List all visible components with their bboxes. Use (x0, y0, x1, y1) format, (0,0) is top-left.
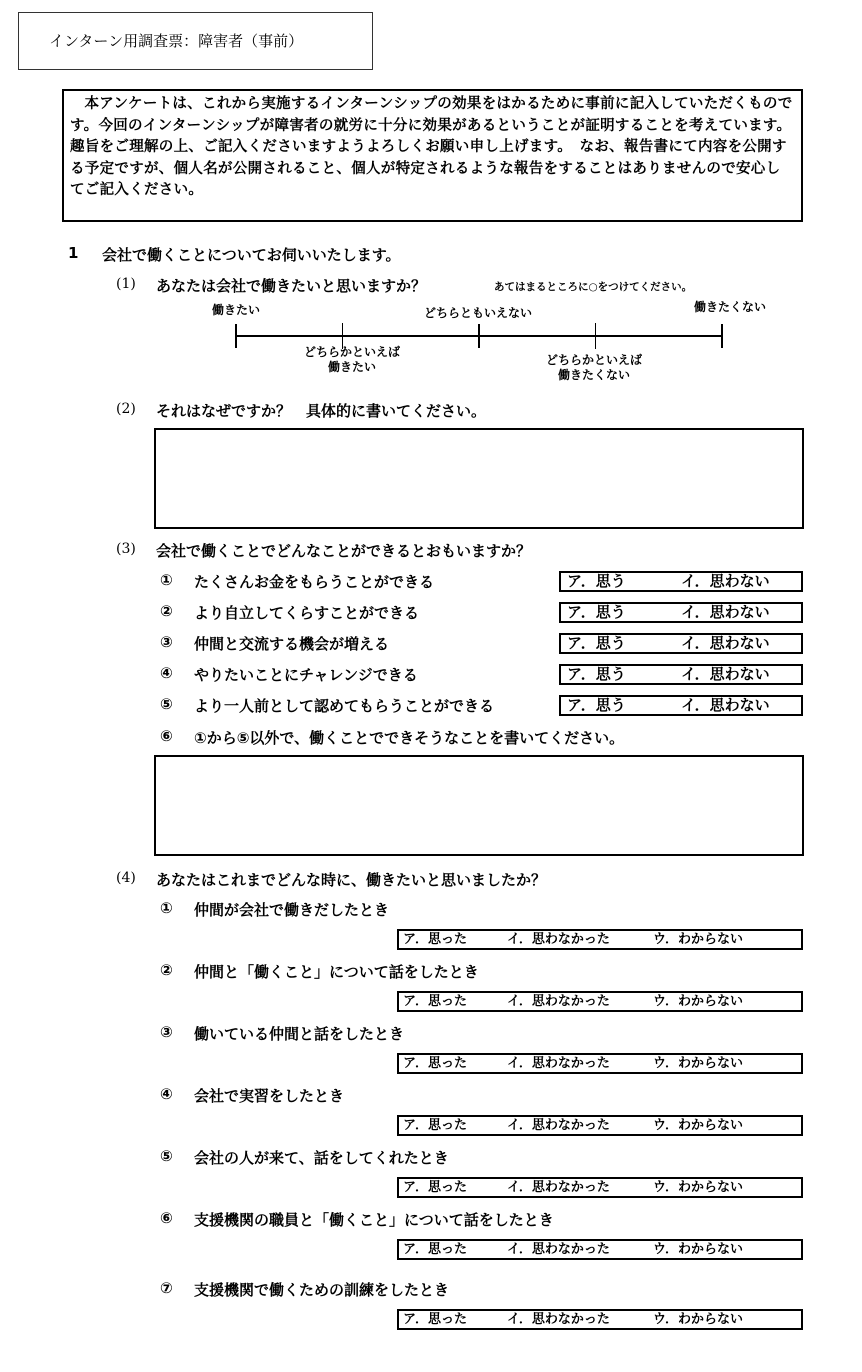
q3-item6-answer-box[interactable] (154, 755, 804, 856)
q4-item-number: ⑦ (160, 1279, 173, 1297)
option-agree[interactable]: ア．思う (567, 634, 626, 652)
option-did-not-think[interactable]: イ．思わなかった (507, 1118, 610, 1133)
q3-item-number: ② (160, 602, 173, 620)
option-agree[interactable]: ア．思う (567, 572, 626, 590)
q3-item-number: ① (160, 571, 173, 589)
option-did-not-think[interactable]: イ．思わなかった (507, 1056, 610, 1071)
scale-label-right: 働きたくない (693, 300, 766, 314)
q4-answer-options[interactable] (397, 1053, 803, 1074)
q2-text: それはなぜですか？ 具体的に書いてください。 (156, 402, 487, 420)
q3-text: 会社で働くことでどんなことができるとおもいますか？ (156, 542, 532, 560)
section-title: 会社で働くことについてお伺いいたします。 (102, 246, 401, 264)
option-thought[interactable]: ア．思った (403, 1242, 467, 1257)
option-did-not-think[interactable]: イ．思わなかった (507, 932, 610, 947)
option-did-not-think[interactable]: イ．思わなかった (507, 1312, 610, 1327)
option-disagree[interactable]: イ．思わない (681, 572, 770, 590)
q4-item-number: ⑤ (160, 1147, 173, 1165)
q4-item-number: ⑥ (160, 1209, 173, 1227)
q4-item-number: ④ (160, 1085, 173, 1103)
q1-note: あてはまるところに○をつけてください。 (494, 281, 693, 293)
q4-answer-options[interactable] (397, 1309, 803, 1330)
option-did-not-think[interactable]: イ．思わなかった (507, 1180, 610, 1195)
option-dont-know[interactable]: ウ．わからない (653, 1312, 743, 1327)
q4-item-text: 仲間と「働くこと」について話をしたとき (194, 963, 479, 981)
q3-item-number: ⑤ (160, 695, 173, 713)
option-agree[interactable]: ア．思う (567, 665, 626, 683)
q3-item-text: たくさんお金をもらうことができる (194, 573, 435, 591)
option-dont-know[interactable]: ウ．わからない (653, 994, 743, 1009)
q4-answer-options[interactable] (397, 929, 803, 950)
scale-tick-mid-right (595, 323, 596, 349)
q3-answer-options[interactable] (559, 633, 803, 654)
q3-item-text: 仲間と交流する機会が増える (194, 635, 390, 653)
q2-answer-box[interactable] (154, 428, 804, 529)
q4-item-text: 働いている仲間と話をしたとき (194, 1025, 405, 1043)
q4-answer-options[interactable] (397, 991, 803, 1012)
option-thought[interactable]: ア．思った (403, 1056, 467, 1071)
scale-label-center: どちらともいえない (423, 306, 532, 320)
q4-item-number: ① (160, 899, 173, 917)
q3-item6-text: ①から⑤以外で、働くことでできそうなことを書いてください。 (194, 729, 625, 747)
scale-label-mid-right: どちらかといえば 働きたくない (545, 353, 642, 382)
q4-answer-options[interactable] (397, 1115, 803, 1136)
option-dont-know[interactable]: ウ．わからない (653, 1180, 743, 1195)
q4-number: (4) (116, 870, 136, 886)
q3-item-number: ④ (160, 664, 173, 682)
q4-item-text: 支援機関で働くための訓練をしたとき (194, 1281, 450, 1299)
option-dont-know[interactable]: ウ．わからない (653, 1242, 743, 1257)
option-disagree[interactable]: イ．思わない (681, 665, 770, 683)
scale-label-mid-left: どちらかといえば 働きたい (303, 345, 400, 374)
q4-item-number: ② (160, 961, 173, 979)
option-did-not-think[interactable]: イ．思わなかった (507, 1242, 610, 1257)
q4-answer-options[interactable] (397, 1239, 803, 1260)
q4-item-text: 会社で実習をしたとき (194, 1087, 345, 1105)
q1-text: あなたは会社で働きたいと思いますか？ (156, 277, 427, 295)
q1-number: (1) (116, 276, 136, 292)
option-dont-know[interactable]: ウ．わからない (653, 1118, 743, 1133)
q4-answer-options[interactable] (397, 1177, 803, 1198)
scale-tick-left (235, 324, 237, 348)
scale-label-left: 働きたい (211, 303, 260, 317)
q4-item-number: ③ (160, 1023, 173, 1041)
q2-number: (2) (116, 401, 136, 417)
option-thought[interactable]: ア．思った (403, 1118, 467, 1133)
q3-answer-options[interactable] (559, 602, 803, 623)
q3-answer-options[interactable] (559, 695, 803, 716)
q3-answer-options[interactable] (559, 571, 803, 592)
q4-text: あなたはこれまでどんな時に、働きたいと思いましたか？ (156, 871, 547, 889)
q4-item-text: 仲間が会社で働きだしたとき (194, 901, 390, 919)
option-thought[interactable]: ア．思った (403, 932, 467, 947)
option-agree[interactable]: ア．思う (567, 603, 626, 621)
option-disagree[interactable]: イ．思わない (681, 696, 770, 714)
q3-item-text: より一人前として認めてもらうことができる (194, 697, 495, 715)
option-disagree[interactable]: イ．思わない (681, 634, 770, 652)
option-thought[interactable]: ア．思った (403, 1180, 467, 1195)
q3-item-number: ③ (160, 633, 173, 651)
q3-item6-number: ⑥ (160, 727, 173, 745)
option-disagree[interactable]: イ．思わない (681, 603, 770, 621)
option-did-not-think[interactable]: イ．思わなかった (507, 994, 610, 1009)
intro-text: 本アンケートは、これから実施するインターンシップの効果をはかるために事前に記入していただくものです。今回のインターンシップが障害者の就労に十分に効果があるということが証明することを考えています。趣旨をご理解の上、ご記入くださいますようよろしくお願い申し上げます。 なお、報告書にて内容を公開する予定ですが、個人名が公開されること、個人が特定されるような報告をすることはありませんので安心してご記入ください。 (62, 89, 803, 222)
q4-item-text: 会社の人が来て、話をしてくれたとき (194, 1149, 449, 1167)
scale-tick-right (721, 324, 723, 348)
option-thought[interactable]: ア．思った (403, 994, 467, 1009)
scale-tick-center (478, 324, 480, 348)
q3-number: (3) (116, 541, 136, 557)
q4-item-text: 支援機関の職員と「働くこと」について話をしたとき (194, 1211, 554, 1229)
q3-item-text: より自立してくらすことができる (194, 604, 420, 622)
q3-answer-options[interactable] (559, 664, 803, 685)
option-thought[interactable]: ア．思った (403, 1312, 467, 1327)
option-agree[interactable]: ア．思う (567, 696, 626, 714)
option-dont-know[interactable]: ウ．わからない (653, 1056, 743, 1071)
document-title: インターン用調査票：障害者（事前） (18, 12, 373, 70)
q3-item-text: やりたいことにチャレンジできる (194, 666, 418, 684)
section-number: 1 (68, 244, 79, 262)
option-dont-know[interactable]: ウ．わからない (653, 932, 743, 947)
